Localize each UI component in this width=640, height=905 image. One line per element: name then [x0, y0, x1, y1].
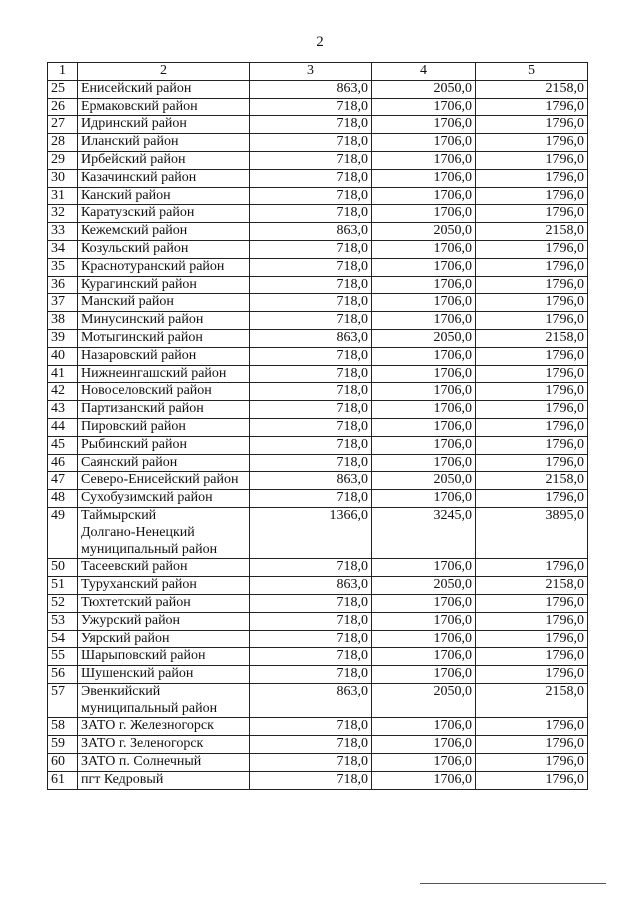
- district-name: [78, 507, 250, 558]
- row-number: 37: [48, 294, 78, 312]
- value-col-4: 1706,0: [372, 187, 476, 205]
- value-col-4: 1706,0: [372, 754, 476, 772]
- value-col-5: 1796,0: [476, 666, 588, 684]
- table-row: [48, 240, 588, 258]
- value-col-3: 718,0: [250, 559, 372, 577]
- value-col-5: 1796,0: [476, 559, 588, 577]
- value-col-4: 1706,0: [372, 418, 476, 436]
- row-number: 57: [48, 683, 78, 718]
- district-name: [78, 383, 250, 401]
- district-name-line: Ужурский район: [81, 612, 181, 628]
- district-name-line: муниципальный район: [81, 700, 218, 716]
- value-col-4: 1706,0: [372, 151, 476, 169]
- district-name: [78, 454, 250, 472]
- row-number: 27: [48, 116, 78, 134]
- value-col-5: 1796,0: [476, 116, 588, 134]
- row-number: 51: [48, 577, 78, 595]
- table-row: [48, 736, 588, 754]
- district-name: [78, 240, 250, 258]
- district-name-line: Минусинский район: [81, 312, 204, 328]
- district-name-line: Канский район: [81, 187, 171, 203]
- value-col-5: 1796,0: [476, 454, 588, 472]
- district-name-line: Эвенкийский: [81, 683, 161, 699]
- row-number: 29: [48, 151, 78, 169]
- header-cell-5: 5: [476, 63, 588, 81]
- value-col-5: 1796,0: [476, 718, 588, 736]
- row-number: 38: [48, 312, 78, 330]
- value-col-5: 2158,0: [476, 577, 588, 595]
- district-name-line: Козульский район: [81, 240, 189, 256]
- header-row: [48, 63, 588, 81]
- district-name: [78, 594, 250, 612]
- value-col-4: 1706,0: [372, 436, 476, 454]
- table-row: [48, 187, 588, 205]
- value-col-3: 718,0: [250, 151, 372, 169]
- district-name-line: Нижнеингашский район: [81, 365, 227, 381]
- value-col-4: 2050,0: [372, 472, 476, 490]
- value-col-5: 1796,0: [476, 187, 588, 205]
- value-col-3: 718,0: [250, 490, 372, 508]
- value-col-5: 1796,0: [476, 151, 588, 169]
- value-col-4: 1706,0: [372, 258, 476, 276]
- value-col-4: 1706,0: [372, 559, 476, 577]
- district-name: [78, 276, 250, 294]
- table-row: [48, 401, 588, 419]
- value-col-4: 1706,0: [372, 454, 476, 472]
- district-name-line: Ирбейский район: [81, 151, 186, 167]
- district-name: [78, 169, 250, 187]
- district-name: [78, 187, 250, 205]
- district-name: [78, 205, 250, 223]
- value-col-3: 718,0: [250, 754, 372, 772]
- row-number: 25: [48, 80, 78, 98]
- table-row: [48, 630, 588, 648]
- value-col-5: 1796,0: [476, 418, 588, 436]
- table-row: [48, 507, 588, 558]
- value-col-3: 718,0: [250, 736, 372, 754]
- table-row: [48, 436, 588, 454]
- district-name: [78, 98, 250, 116]
- row-number: 32: [48, 205, 78, 223]
- row-number: 50: [48, 559, 78, 577]
- value-col-4: 1706,0: [372, 134, 476, 152]
- value-col-3: 718,0: [250, 401, 372, 419]
- district-name-line: Мотыгинский район: [81, 329, 203, 345]
- value-col-3: 863,0: [250, 223, 372, 241]
- table-row: [48, 169, 588, 187]
- district-name-line: Тасеевский район: [81, 559, 188, 575]
- district-name-line: ЗАТО п. Солнечный: [81, 754, 202, 770]
- district-name: [78, 436, 250, 454]
- value-col-4: 1706,0: [372, 116, 476, 134]
- value-col-3: 718,0: [250, 312, 372, 330]
- district-name: [78, 472, 250, 490]
- value-col-3: 718,0: [250, 771, 372, 789]
- value-col-3: 718,0: [250, 648, 372, 666]
- row-number: 28: [48, 134, 78, 152]
- header-cell-1: 1: [48, 63, 78, 81]
- district-name-line: ЗАТО г. Зеленогорск: [81, 736, 204, 752]
- table-row: [48, 205, 588, 223]
- row-number: 55: [48, 648, 78, 666]
- row-number: 56: [48, 666, 78, 684]
- district-name-line: Уярский район: [81, 630, 170, 646]
- table-row: [48, 472, 588, 490]
- row-number: 33: [48, 223, 78, 241]
- table-row: [48, 594, 588, 612]
- district-name: [78, 718, 250, 736]
- value-col-4: 1706,0: [372, 240, 476, 258]
- row-number: 49: [48, 507, 78, 558]
- table-row: [48, 490, 588, 508]
- value-col-3: 718,0: [250, 187, 372, 205]
- row-number: 52: [48, 594, 78, 612]
- value-col-5: 1796,0: [476, 630, 588, 648]
- value-col-4: 2050,0: [372, 683, 476, 718]
- value-col-5: 1796,0: [476, 169, 588, 187]
- value-col-5: 1796,0: [476, 240, 588, 258]
- value-col-5: 1796,0: [476, 347, 588, 365]
- value-col-3: 718,0: [250, 383, 372, 401]
- district-name-line: Пировский район: [81, 418, 186, 434]
- value-col-5: 1796,0: [476, 205, 588, 223]
- value-col-4: 2050,0: [372, 80, 476, 98]
- row-number: 46: [48, 454, 78, 472]
- value-col-5: 1796,0: [476, 754, 588, 772]
- value-col-3: 718,0: [250, 454, 372, 472]
- district-name-line: Саянский район: [81, 454, 178, 470]
- row-number: 30: [48, 169, 78, 187]
- table-row: [48, 648, 588, 666]
- value-col-3: 718,0: [250, 258, 372, 276]
- value-col-4: 1706,0: [372, 718, 476, 736]
- value-col-5: 1796,0: [476, 258, 588, 276]
- district-name: [78, 80, 250, 98]
- table-row: [48, 754, 588, 772]
- district-name: [78, 312, 250, 330]
- row-number: 61: [48, 771, 78, 789]
- value-col-3: 718,0: [250, 418, 372, 436]
- district-name: [78, 559, 250, 577]
- district-name-line: Тюхтетский район: [81, 594, 191, 610]
- value-col-3: 718,0: [250, 205, 372, 223]
- value-col-4: 1706,0: [372, 594, 476, 612]
- value-col-5: 1796,0: [476, 98, 588, 116]
- district-name-line: Манский район: [81, 294, 174, 310]
- value-col-3: 718,0: [250, 294, 372, 312]
- table-row: [48, 365, 588, 383]
- row-number: 43: [48, 401, 78, 419]
- district-name: [78, 754, 250, 772]
- value-col-3: 718,0: [250, 98, 372, 116]
- footer-rule: [420, 883, 606, 884]
- row-number: 34: [48, 240, 78, 258]
- value-col-4: 1706,0: [372, 294, 476, 312]
- value-col-4: 1706,0: [372, 312, 476, 330]
- table-row: [48, 294, 588, 312]
- value-col-5: 1796,0: [476, 594, 588, 612]
- row-number: 42: [48, 383, 78, 401]
- value-col-3: 718,0: [250, 240, 372, 258]
- district-name: [78, 683, 250, 718]
- table-row: [48, 80, 588, 98]
- district-name-line: Таймырский: [81, 507, 157, 523]
- table-row: [48, 559, 588, 577]
- table-row: [48, 312, 588, 330]
- district-name: [78, 134, 250, 152]
- value-col-3: 718,0: [250, 116, 372, 134]
- value-col-5: 1796,0: [476, 365, 588, 383]
- value-col-4: 2050,0: [372, 577, 476, 595]
- value-col-3: 718,0: [250, 169, 372, 187]
- table-row: [48, 329, 588, 347]
- row-number: 36: [48, 276, 78, 294]
- header-cell-4: 4: [372, 63, 476, 81]
- table-row: [48, 683, 588, 718]
- value-col-4: 1706,0: [372, 347, 476, 365]
- district-name-line: Сухобузимский район: [81, 490, 213, 506]
- table-row: [48, 116, 588, 134]
- table-row: [48, 666, 588, 684]
- district-name-line: Курагинский район: [81, 276, 197, 292]
- table-row: [48, 276, 588, 294]
- value-col-4: 1706,0: [372, 490, 476, 508]
- value-col-4: 1706,0: [372, 401, 476, 419]
- table-row: [48, 151, 588, 169]
- value-col-3: 863,0: [250, 683, 372, 718]
- district-name: [78, 329, 250, 347]
- page-number: 2: [316, 34, 324, 50]
- value-col-4: 1706,0: [372, 365, 476, 383]
- value-col-5: 1796,0: [476, 612, 588, 630]
- value-col-3: 718,0: [250, 134, 372, 152]
- value-col-3: 863,0: [250, 329, 372, 347]
- district-name-line: Енисейский район: [81, 80, 192, 96]
- header-cell-3: 3: [250, 63, 372, 81]
- district-name: [78, 116, 250, 134]
- value-col-5: 1796,0: [476, 383, 588, 401]
- value-col-3: 718,0: [250, 365, 372, 383]
- value-col-3: 718,0: [250, 594, 372, 612]
- table-row: [48, 258, 588, 276]
- value-col-4: 1706,0: [372, 630, 476, 648]
- district-name-line: Северо-Енисейский район: [81, 472, 239, 488]
- table-row: [48, 134, 588, 152]
- district-name: [78, 223, 250, 241]
- district-name-line: ЗАТО г. Железногорск: [81, 718, 214, 734]
- district-name-line: Иланский район: [81, 134, 179, 150]
- district-name-line: Кежемский район: [81, 223, 188, 239]
- district-name: [78, 612, 250, 630]
- value-col-4: 1706,0: [372, 169, 476, 187]
- table-row: [48, 771, 588, 789]
- value-col-3: 718,0: [250, 347, 372, 365]
- value-col-4: 1706,0: [372, 736, 476, 754]
- value-col-3: 863,0: [250, 80, 372, 98]
- district-name: [78, 666, 250, 684]
- table-row: [48, 454, 588, 472]
- row-number: 59: [48, 736, 78, 754]
- district-name: [78, 151, 250, 169]
- district-name: [78, 365, 250, 383]
- value-col-5: 2158,0: [476, 683, 588, 718]
- district-name-line: Ермаковский район: [81, 98, 198, 114]
- district-name: [78, 771, 250, 789]
- value-col-5: 1796,0: [476, 294, 588, 312]
- district-name-line: Краснотуранский район: [81, 258, 225, 274]
- district-name: [78, 490, 250, 508]
- district-name-line: Туруханский район: [81, 577, 197, 593]
- value-col-5: 2158,0: [476, 80, 588, 98]
- table-row: [48, 98, 588, 116]
- value-col-4: 1706,0: [372, 666, 476, 684]
- value-col-4: 1706,0: [372, 276, 476, 294]
- value-col-3: 863,0: [250, 472, 372, 490]
- table-row: [48, 223, 588, 241]
- value-col-5: 1796,0: [476, 134, 588, 152]
- table-row: [48, 347, 588, 365]
- value-col-3: 718,0: [250, 612, 372, 630]
- district-name-line: Назаровский район: [81, 347, 197, 363]
- value-col-5: 2158,0: [476, 472, 588, 490]
- district-name: [78, 736, 250, 754]
- district-name: [78, 630, 250, 648]
- district-name-line: Идринский район: [81, 116, 187, 132]
- table-row: [48, 418, 588, 436]
- district-table: [47, 62, 588, 790]
- district-name-line: Шушенский район: [81, 666, 194, 682]
- value-col-5: 1796,0: [476, 276, 588, 294]
- district-name-line: Новоселовский район: [81, 383, 212, 399]
- header-cell-2: 2: [78, 63, 250, 81]
- district-name-line: Шарыповский район: [81, 648, 206, 664]
- table-row: [48, 577, 588, 595]
- value-col-4: 3245,0: [372, 507, 476, 558]
- value-col-5: 1796,0: [476, 401, 588, 419]
- value-col-5: 1796,0: [476, 312, 588, 330]
- district-name-line: Казачинский район: [81, 169, 197, 185]
- value-col-4: 1706,0: [372, 612, 476, 630]
- district-name-line: Долгано-Ненецкий: [81, 524, 195, 540]
- table-row: [48, 612, 588, 630]
- table-row: [48, 383, 588, 401]
- row-number: 41: [48, 365, 78, 383]
- row-number: 35: [48, 258, 78, 276]
- table-row: [48, 718, 588, 736]
- value-col-4: 2050,0: [372, 329, 476, 347]
- value-col-4: 1706,0: [372, 205, 476, 223]
- district-name-line: муниципальный район: [81, 541, 218, 557]
- district-name-line: Рыбинский район: [81, 436, 187, 452]
- district-name: [78, 418, 250, 436]
- district-name: [78, 648, 250, 666]
- value-col-3: 718,0: [250, 666, 372, 684]
- value-col-5: 1796,0: [476, 436, 588, 454]
- value-col-3: 718,0: [250, 718, 372, 736]
- row-number: 60: [48, 754, 78, 772]
- row-number: 44: [48, 418, 78, 436]
- district-name: [78, 401, 250, 419]
- row-number: 31: [48, 187, 78, 205]
- district-name: [78, 347, 250, 365]
- value-col-4: 1706,0: [372, 383, 476, 401]
- value-col-3: 1366,0: [250, 507, 372, 558]
- row-number: 45: [48, 436, 78, 454]
- value-col-4: 1706,0: [372, 771, 476, 789]
- value-col-5: 2158,0: [476, 329, 588, 347]
- value-col-4: 2050,0: [372, 223, 476, 241]
- value-col-3: 718,0: [250, 630, 372, 648]
- district-name: [78, 577, 250, 595]
- row-number: 47: [48, 472, 78, 490]
- row-number: 26: [48, 98, 78, 116]
- row-number: 40: [48, 347, 78, 365]
- value-col-3: 718,0: [250, 436, 372, 454]
- district-name: [78, 294, 250, 312]
- value-col-5: 1796,0: [476, 648, 588, 666]
- row-number: 48: [48, 490, 78, 508]
- district-name-line: Каратузский район: [81, 205, 195, 221]
- row-number: 54: [48, 630, 78, 648]
- value-col-5: 1796,0: [476, 490, 588, 508]
- row-number: 53: [48, 612, 78, 630]
- value-col-5: 1796,0: [476, 771, 588, 789]
- row-number: 58: [48, 718, 78, 736]
- value-col-5: 2158,0: [476, 223, 588, 241]
- district-name-line: Партизанский район: [81, 401, 204, 417]
- value-col-4: 1706,0: [372, 648, 476, 666]
- district-name: [78, 258, 250, 276]
- district-name-line: пгт Кедровый: [81, 771, 164, 787]
- value-col-5: 3895,0: [476, 507, 588, 558]
- value-col-3: 718,0: [250, 276, 372, 294]
- value-col-4: 1706,0: [372, 98, 476, 116]
- row-number: 39: [48, 329, 78, 347]
- value-col-3: 863,0: [250, 577, 372, 595]
- value-col-5: 1796,0: [476, 736, 588, 754]
